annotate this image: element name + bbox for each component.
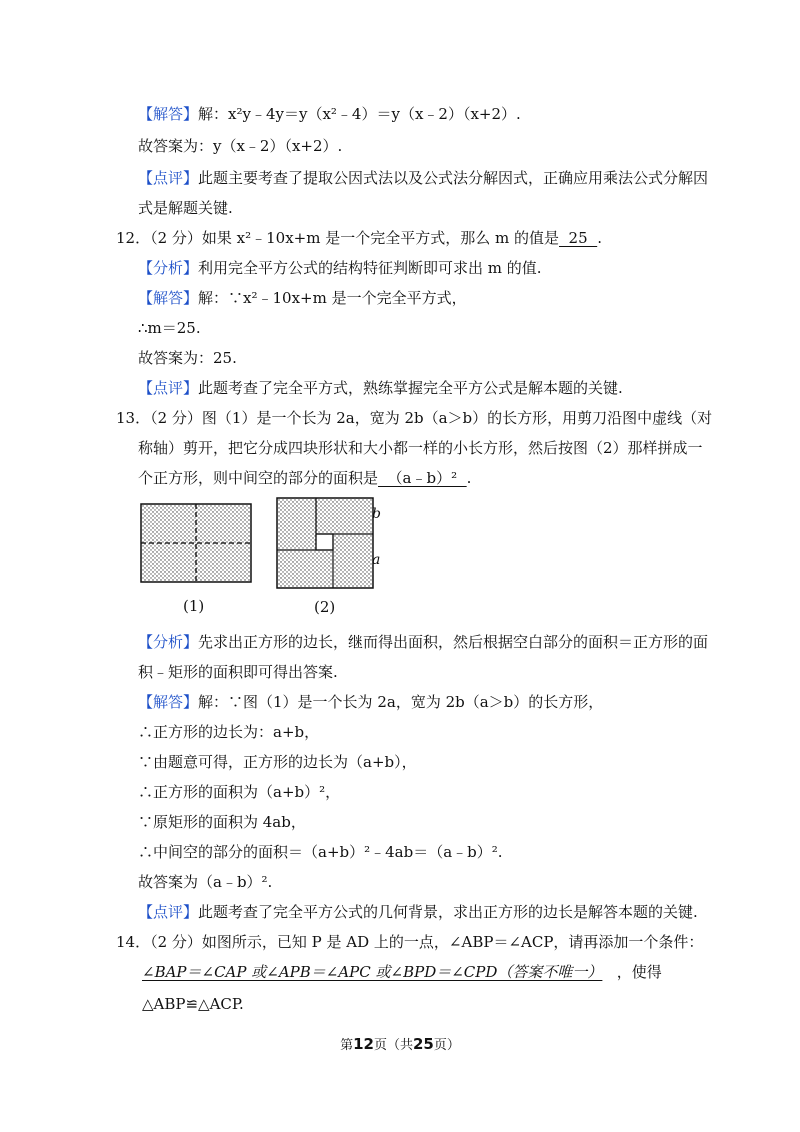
q13-stem-l3-post: . (466, 469, 472, 487)
q12-stem-pre: 12．（2 分）如果 x²﹣10x+m 是一个完全平方式，那么 m 的值是 (116, 229, 560, 247)
q11-comment-l2: 式是解题关键. (138, 199, 233, 217)
q12-stem-post: . (597, 229, 602, 247)
q13-blank: （a﹣b）² (378, 469, 467, 487)
q12-comment-line (138, 378, 623, 398)
footer-pre: 第 (340, 1038, 354, 1053)
q12-analysis: 利用完全平方公式的结构特征判断即可求出 m 的值. (198, 259, 542, 277)
footer-page-number: 12 (353, 1035, 374, 1053)
figure-1-rectangle (140, 503, 252, 583)
q12-answer-line (138, 288, 467, 308)
q13-final: 故答案为（a﹣b）². (138, 873, 273, 891)
q12-stem (116, 228, 602, 248)
q13-answer-line (138, 692, 603, 712)
q12-answer: 解：∵x²﹣10x+m 是一个完全平方式， (198, 289, 467, 307)
q14-stem-l1: 14．（2 分）如图所示，已知 P 是 AD 上的一点，∠ABP＝∠ACP，请再添加一个条件： (116, 933, 704, 951)
q14-stem-l3: △ABP≌△ACP. (142, 995, 244, 1013)
q13-stem-l3 (138, 468, 471, 488)
q13-analysis-l1: 先求出正方形的边长，继而得出面积，然后根据空白部分的面积＝正方形的面 (198, 633, 709, 651)
q14-blank: ∠BAP＝∠CAP 或∠APB＝∠APC 或∠BPD＝∠CPD（答案不唯一） (142, 963, 603, 981)
q13-comment-line (138, 902, 698, 922)
q13-step-3: ∴正方形的面积为（a+b）²， (138, 783, 341, 801)
q13-step-1: ∴正方形的边长为：a+b， (138, 723, 320, 741)
q13-step-4: ∵原矩形的面积为 4ab， (138, 813, 306, 831)
comment-tag: 【点评】 (138, 169, 199, 187)
footer-mid: 页（共 (373, 1038, 413, 1053)
q12-comment: 此题考查了完全平方式，熟练掌握完全平方公式是解本题的关键. (198, 379, 623, 397)
q11-final: 故答案为：y（x﹣2）（x+2）. (138, 137, 343, 155)
figure-1-caption: (1) (183, 597, 205, 615)
analysis-tag: 【分析】 (138, 259, 199, 277)
answer-tag: 【解答】 (138, 105, 199, 123)
answer-tag: 【解答】 (138, 289, 199, 307)
analysis-tag: 【分析】 (138, 633, 199, 651)
figure-2-label-b: b (372, 506, 381, 522)
footer-post: 页） (433, 1038, 460, 1053)
q13-step-2: ∵由题意可得，正方形的边长为（a+b）， (138, 753, 417, 771)
q11-answer-line (138, 104, 521, 124)
q14-stem-l2 (142, 962, 662, 982)
q12-analysis-line (138, 258, 542, 278)
q13-stem-l1: 13．（2 分）图（1）是一个长为 2a，宽为 2b（a＞b）的长方形，用剪刀沿图中虚线（对 (116, 409, 713, 427)
q13-analysis-l2: 积﹣矩形的面积即可得出答案. (138, 663, 338, 681)
q11-comment-line (138, 168, 708, 188)
figure-2-caption: (2) (314, 598, 336, 616)
q12-step: ∴m＝25. (138, 319, 201, 337)
page-footer (0, 1034, 800, 1053)
answer-tag: 【解答】 (138, 693, 199, 711)
footer-total-pages: 25 (413, 1035, 434, 1053)
q13-answer-l1: 解：∵图（1）是一个长为 2a，宽为 2b（a＞b）的长方形， (198, 693, 604, 711)
q14-stem-l2-post: ，使得 (616, 963, 662, 981)
q11-answer-text: 解：x²y﹣4y＝y（x²﹣4）＝y（x﹣2）（x+2）. (198, 105, 521, 123)
figure-2-square (276, 497, 374, 589)
q13-step-5: ∴中间空的部分的面积＝（a+b）²﹣4ab＝（a﹣b）². (138, 843, 503, 861)
q13-analysis-line (138, 632, 708, 652)
q11-comment-l1: 此题主要考查了提取公因式法以及公式法分解因式，正确应用乘法公式分解因 (198, 169, 709, 187)
q13-comment: 此题考查了完全平方公式的几何背景，求出正方形的边长是解答本题的关键. (198, 903, 698, 921)
figure-2-label-a: a (372, 552, 381, 568)
q13-stem-l3-pre: 个正方形，则中间空的部分的面积是 (138, 469, 379, 487)
q13-stem-l2: 称轴）剪开，把它分成四块形状和大小都一样的小长方形，然后按图（2）那样拼成一 (138, 439, 703, 457)
q12-final: 故答案为：25. (138, 349, 237, 367)
comment-tag: 【点评】 (138, 903, 199, 921)
comment-tag: 【点评】 (138, 379, 199, 397)
q12-blank: 25 (559, 229, 598, 247)
